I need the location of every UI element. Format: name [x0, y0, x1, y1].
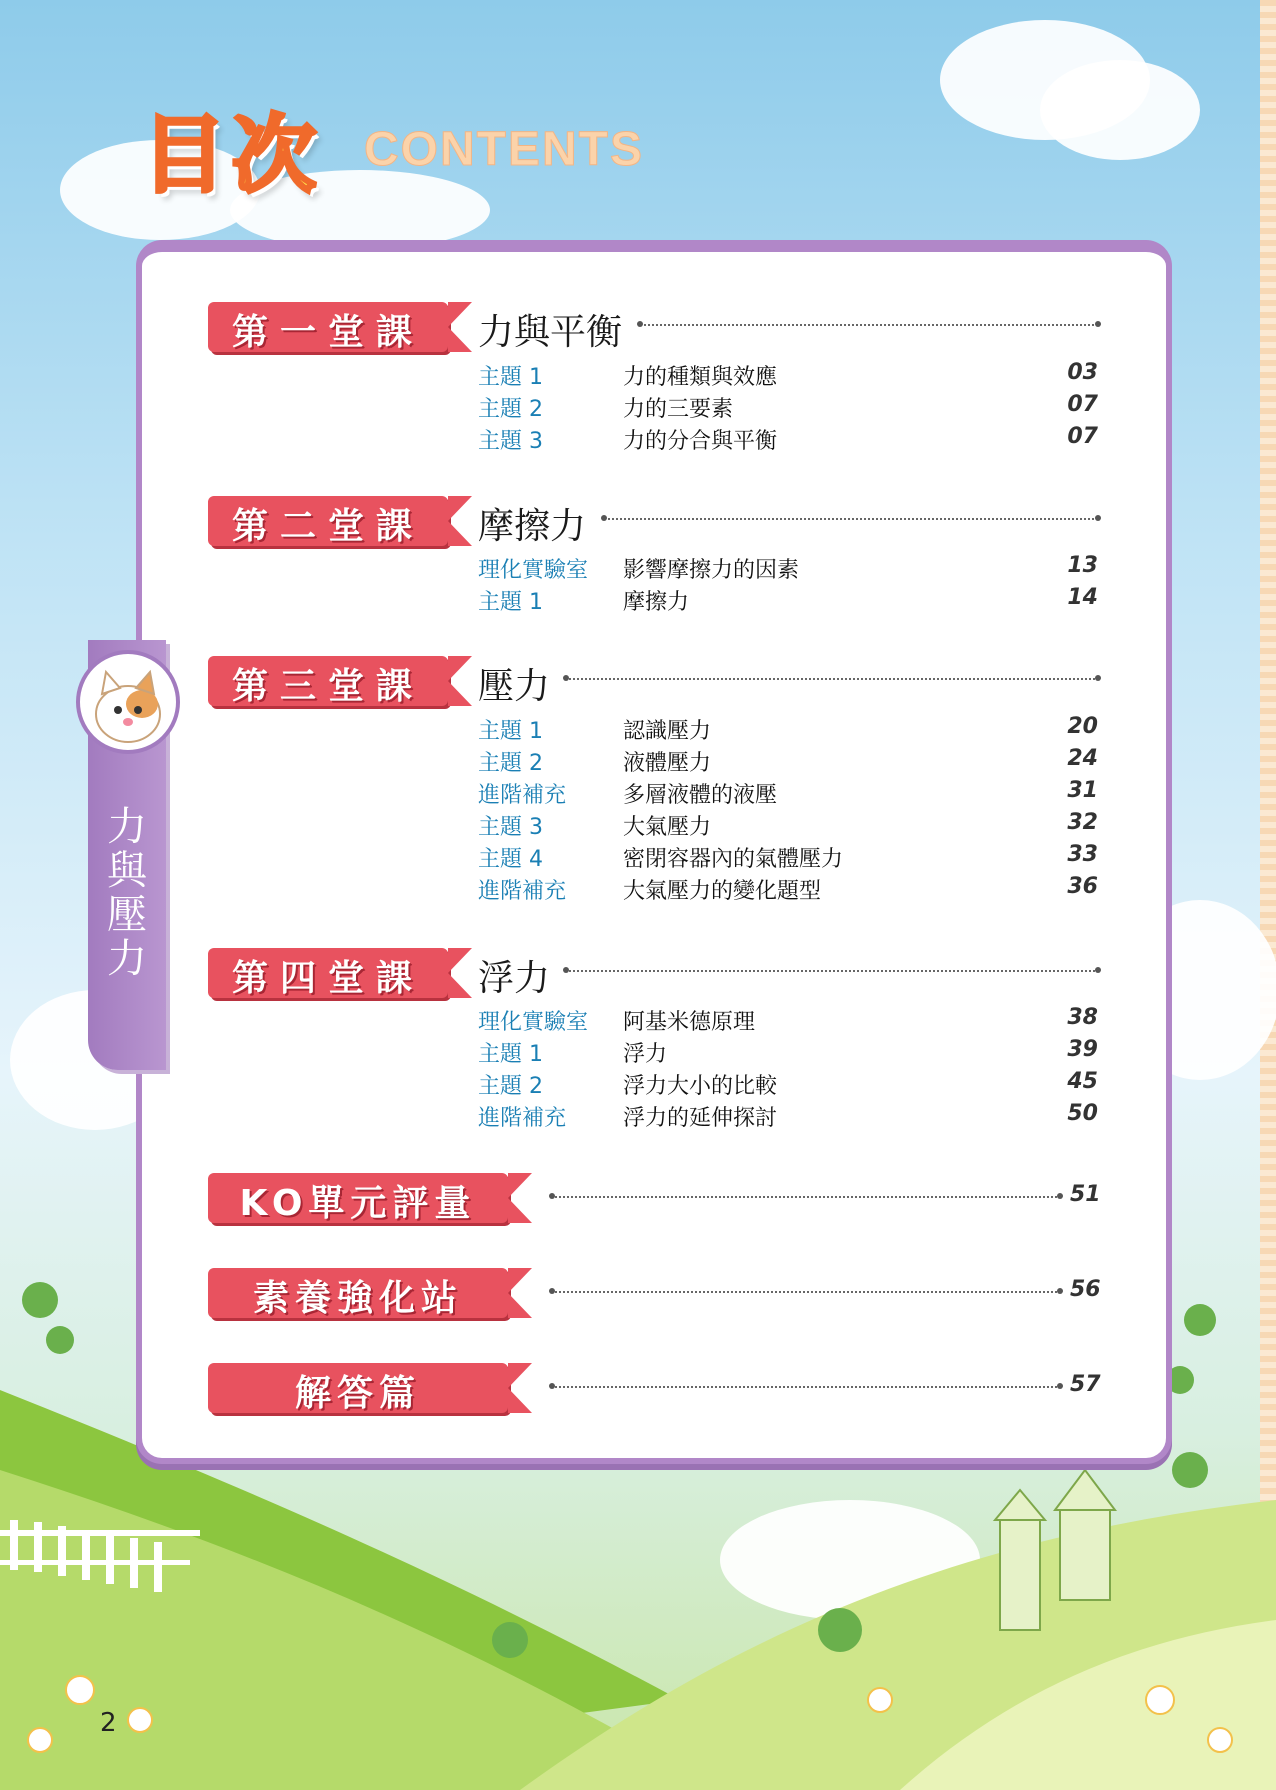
entry-kind: 主題 2	[478, 1074, 543, 1099]
leader-dots	[566, 970, 1098, 972]
entry-topic: 浮力的延伸探討	[623, 1106, 778, 1131]
leader-dots	[566, 678, 1098, 680]
entry-kind: 進階補充	[478, 1106, 567, 1131]
entry-page: 20	[1067, 714, 1098, 739]
entry-kind: 主題 3	[478, 429, 543, 454]
entry-page: 32	[1067, 810, 1098, 835]
side-tab-char: 壓	[107, 892, 147, 938]
entry-topic: 大氣壓力的變化題型	[623, 879, 822, 904]
entry-topic: 液體壓力	[623, 751, 712, 776]
entry-page: 51	[1070, 1182, 1101, 1207]
toc-entry[interactable]	[478, 714, 1098, 746]
toc-entry[interactable]	[478, 585, 1098, 617]
entry-page: 07	[1067, 392, 1098, 417]
entry-topic: 影響摩擦力的因素	[623, 558, 800, 583]
toc-entry[interactable]	[478, 842, 1098, 874]
toc-entry[interactable]	[478, 1069, 1098, 1101]
leader-dots	[604, 518, 1098, 520]
entry-kind: 主題 1	[478, 1042, 543, 1067]
lesson-badge-label: 第三堂課	[231, 666, 424, 707]
entry-kind: 進階補充	[478, 879, 567, 904]
entry-kind: 理化實驗室	[478, 1010, 589, 1035]
toc-entry[interactable]	[478, 1037, 1098, 1069]
toc-entry[interactable]	[478, 778, 1098, 810]
lesson-title[interactable]: 力與平衡	[478, 312, 623, 353]
side-tab-label	[88, 805, 166, 981]
entry-kind: 理化實驗室	[478, 558, 589, 583]
toc-entry[interactable]	[478, 874, 1098, 906]
lesson-badge-3	[208, 656, 448, 706]
leader-dots	[552, 1291, 1060, 1293]
entry-topic: 力的分合與平衡	[623, 429, 778, 454]
leader-dots	[552, 1196, 1060, 1198]
entry-page: 56	[1070, 1277, 1101, 1302]
entry-topic: 摩擦力	[623, 590, 690, 615]
toc-entry[interactable]	[478, 392, 1098, 424]
toc-entry[interactable]	[478, 360, 1098, 392]
toc-entry[interactable]	[478, 1101, 1098, 1133]
lesson-title[interactable]: 浮力	[478, 958, 551, 999]
cat-mascot-icon	[76, 650, 180, 754]
side-tab-char: 力	[107, 804, 147, 850]
entry-page: 31	[1067, 778, 1098, 803]
page-number: 2	[100, 1708, 117, 1738]
entry-topic: 密閉容器內的氣體壓力	[623, 847, 844, 872]
entry-page: 38	[1067, 1005, 1098, 1030]
entry-page: 36	[1067, 874, 1098, 899]
toc-entry[interactable]	[478, 1005, 1098, 1037]
leader-dots	[552, 1386, 1060, 1388]
entry-page: 14	[1067, 585, 1098, 610]
extra-badge-literacy[interactable]	[208, 1268, 508, 1318]
entry-topic: 認識壓力	[623, 719, 712, 744]
entry-page: 03	[1067, 360, 1098, 385]
extra-badge-answers[interactable]	[208, 1363, 508, 1413]
entry-kind: 主題 2	[478, 751, 543, 776]
entry-kind: 主題 1	[478, 365, 543, 390]
page-subtitle: CONTENTS	[364, 123, 644, 176]
entry-topic: 多層液體的液壓	[623, 783, 778, 808]
entry-topic: 浮力	[623, 1042, 668, 1067]
entry-kind: 主題 1	[478, 590, 543, 615]
entry-page: 24	[1067, 746, 1098, 771]
entry-page: 07	[1067, 424, 1098, 449]
side-tab-char: 力	[107, 936, 147, 982]
entry-page: 45	[1067, 1069, 1098, 1094]
toc-entry[interactable]	[478, 553, 1098, 585]
entry-kind: 主題 2	[478, 397, 543, 422]
side-tab-char: 與	[107, 848, 147, 894]
lesson-title[interactable]: 壓力	[478, 666, 551, 707]
entry-topic: 力的種類與效應	[623, 365, 778, 390]
entry-topic: 大氣壓力	[623, 815, 712, 840]
entry-kind: 主題 1	[478, 719, 543, 744]
entry-page: 33	[1067, 842, 1098, 867]
entry-topic: 阿基米德原理	[623, 1010, 756, 1035]
entry-kind: 主題 3	[478, 815, 543, 840]
entry-kind: 進階補充	[478, 783, 567, 808]
extra-badge-ko[interactable]	[208, 1173, 508, 1223]
lesson-badge-2	[208, 496, 448, 546]
lesson-badge-1	[208, 302, 448, 352]
entry-page: 39	[1067, 1037, 1098, 1062]
extra-badge-label: 解答篇	[294, 1373, 421, 1414]
page-title: 目次	[142, 106, 323, 204]
entry-page: 50	[1067, 1101, 1098, 1126]
toc-entry[interactable]	[478, 810, 1098, 842]
toc-entry[interactable]	[478, 746, 1098, 778]
lesson-badge-label: 第一堂課	[231, 312, 424, 353]
lesson-badge-label: 第二堂課	[231, 506, 424, 547]
lesson-badge-label: 第四堂課	[231, 958, 424, 999]
extra-badge-label: KO單元評量	[239, 1183, 477, 1224]
entry-page: 57	[1070, 1372, 1101, 1397]
leader-dots	[640, 324, 1098, 326]
lesson-badge-4	[208, 948, 448, 998]
entry-topic: 浮力大小的比較	[623, 1074, 778, 1099]
toc-entry[interactable]	[478, 424, 1098, 456]
lesson-title[interactable]: 摩擦力	[478, 506, 587, 547]
extra-badge-label: 素養強化站	[252, 1278, 463, 1319]
entry-page: 13	[1067, 553, 1098, 578]
entry-topic: 力的三要素	[623, 397, 734, 422]
entry-kind: 主題 4	[478, 847, 543, 872]
